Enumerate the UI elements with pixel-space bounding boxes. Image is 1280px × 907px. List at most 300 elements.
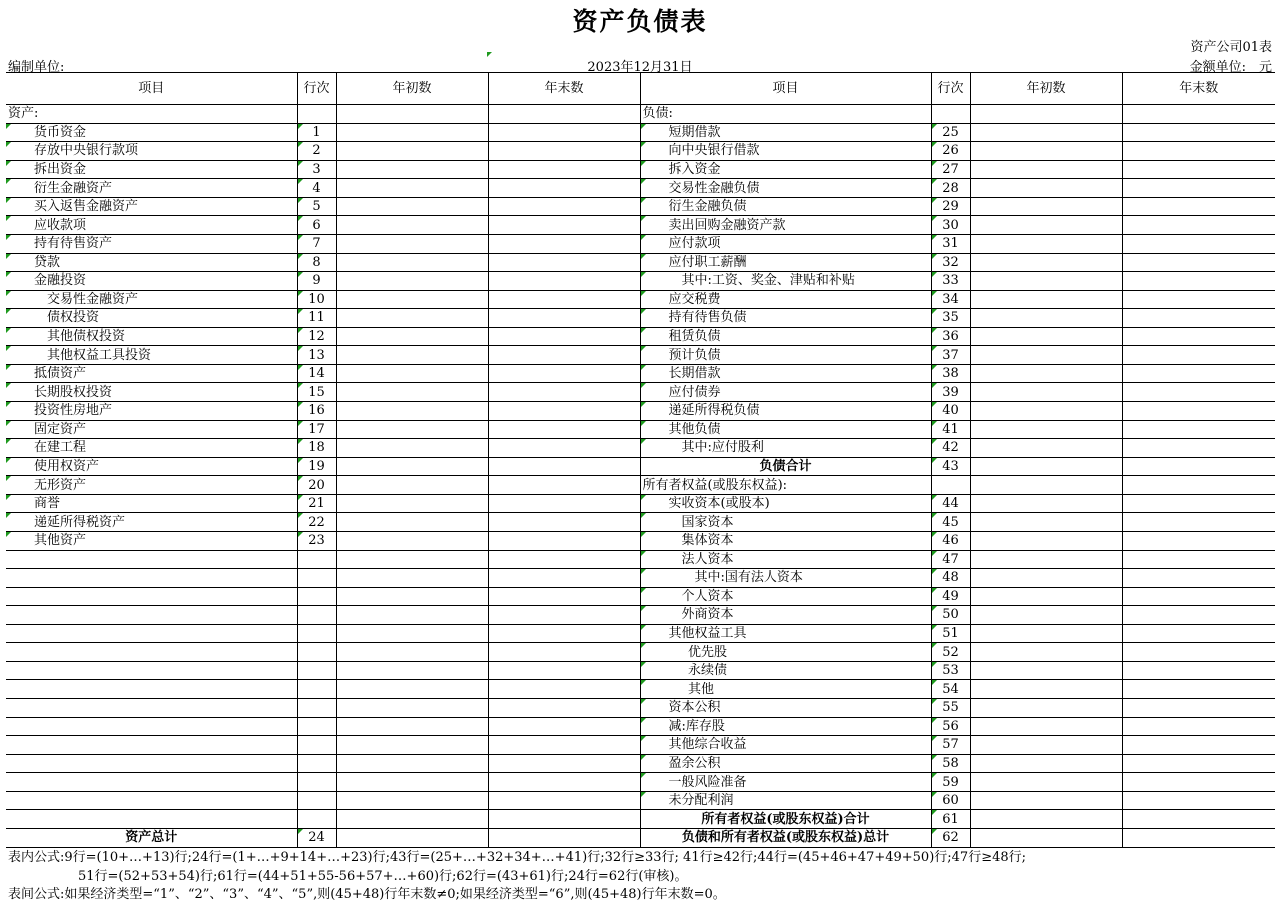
liability-line-cell[interactable]: 28 [931, 179, 970, 198]
liability-closing-cell[interactable] [1122, 717, 1275, 736]
asset-opening-cell[interactable] [336, 123, 488, 142]
liability-closing-cell[interactable] [1122, 253, 1275, 272]
liability-opening-cell[interactable] [970, 290, 1122, 309]
asset-line-cell[interactable] [297, 810, 336, 829]
asset-closing-cell[interactable] [488, 197, 640, 216]
liability-item-cell[interactable]: 负债和所有者权益(或股东权益)总计 [640, 828, 931, 847]
asset-line-cell[interactable] [297, 754, 336, 773]
liability-closing-cell[interactable] [1122, 494, 1275, 513]
liability-line-cell[interactable]: 45 [931, 513, 970, 532]
liability-item-cell[interactable]: 其中:应付股利 [640, 439, 931, 458]
liability-item-cell[interactable]: 交易性金融负债 [640, 179, 931, 198]
liability-closing-cell[interactable] [1122, 216, 1275, 235]
asset-opening-cell[interactable] [336, 457, 488, 476]
asset-opening-cell[interactable] [336, 290, 488, 309]
asset-line-cell[interactable]: 23 [297, 531, 336, 550]
asset-opening-cell[interactable] [336, 736, 488, 755]
asset-opening-cell[interactable] [336, 791, 488, 810]
asset-line-cell[interactable]: 22 [297, 513, 336, 532]
liability-opening-cell[interactable] [970, 643, 1122, 662]
liability-closing-cell[interactable] [1122, 550, 1275, 569]
asset-item-cell[interactable]: 拆出资金 [6, 160, 297, 179]
asset-item-cell[interactable]: 固定资产 [6, 420, 297, 439]
liability-closing-cell[interactable] [1122, 234, 1275, 253]
asset-item-cell[interactable]: 交易性金融资产 [6, 290, 297, 309]
liability-line-cell[interactable]: 33 [931, 272, 970, 291]
liability-closing-cell[interactable] [1122, 142, 1275, 161]
liability-opening-cell[interactable] [970, 105, 1122, 124]
liability-item-cell[interactable]: 应交税费 [640, 290, 931, 309]
asset-item-cell[interactable]: 贷款 [6, 253, 297, 272]
liability-item-cell[interactable]: 未分配利润 [640, 791, 931, 810]
asset-item-cell[interactable]: 债权投资 [6, 309, 297, 328]
asset-item-cell[interactable]: 金融投资 [6, 272, 297, 291]
liability-closing-cell[interactable] [1122, 123, 1275, 142]
asset-line-cell[interactable]: 11 [297, 309, 336, 328]
liability-item-cell[interactable]: 持有待售负债 [640, 309, 931, 328]
liability-closing-cell[interactable] [1122, 661, 1275, 680]
asset-closing-cell[interactable] [488, 606, 640, 625]
asset-closing-cell[interactable] [488, 216, 640, 235]
asset-closing-cell[interactable] [488, 513, 640, 532]
liability-line-cell[interactable]: 59 [931, 773, 970, 792]
asset-line-cell[interactable] [297, 661, 336, 680]
asset-line-cell[interactable]: 10 [297, 290, 336, 309]
asset-closing-cell[interactable] [488, 123, 640, 142]
asset-item-cell[interactable]: 持有待售资产 [6, 234, 297, 253]
asset-closing-cell[interactable] [488, 494, 640, 513]
asset-closing-cell[interactable] [488, 569, 640, 588]
asset-closing-cell[interactable] [488, 661, 640, 680]
liability-opening-cell[interactable] [970, 736, 1122, 755]
liability-item-cell[interactable]: 衍生金融负债 [640, 197, 931, 216]
liability-item-cell[interactable]: 其中:工资、奖金、津贴和补贴 [640, 272, 931, 291]
liability-closing-cell[interactable] [1122, 457, 1275, 476]
asset-closing-cell[interactable] [488, 160, 640, 179]
liability-closing-cell[interactable] [1122, 587, 1275, 606]
asset-item-cell[interactable] [6, 661, 297, 680]
asset-item-cell[interactable]: 抵债资产 [6, 364, 297, 383]
liability-opening-cell[interactable] [970, 773, 1122, 792]
asset-closing-cell[interactable] [488, 179, 640, 198]
liability-closing-cell[interactable] [1122, 736, 1275, 755]
liability-line-cell[interactable]: 47 [931, 550, 970, 569]
asset-line-cell[interactable]: 21 [297, 494, 336, 513]
asset-opening-cell[interactable] [336, 606, 488, 625]
asset-line-cell[interactable] [297, 105, 336, 124]
asset-line-cell[interactable]: 8 [297, 253, 336, 272]
asset-opening-cell[interactable] [336, 513, 488, 532]
liability-line-cell[interactable]: 36 [931, 327, 970, 346]
asset-line-cell[interactable]: 1 [297, 123, 336, 142]
liability-closing-cell[interactable] [1122, 531, 1275, 550]
asset-closing-cell[interactable] [488, 439, 640, 458]
asset-item-cell[interactable] [6, 624, 297, 643]
asset-opening-cell[interactable] [336, 754, 488, 773]
asset-line-cell[interactable]: 16 [297, 402, 336, 421]
liability-line-cell[interactable]: 52 [931, 643, 970, 662]
liability-line-cell[interactable] [931, 105, 970, 124]
asset-item-cell[interactable]: 资产总计 [6, 828, 297, 847]
asset-line-cell[interactable]: 24 [297, 828, 336, 847]
asset-line-cell[interactable] [297, 791, 336, 810]
liability-line-cell[interactable]: 62 [931, 828, 970, 847]
liability-line-cell[interactable]: 38 [931, 364, 970, 383]
liability-item-cell[interactable]: 优先股 [640, 643, 931, 662]
asset-opening-cell[interactable] [336, 476, 488, 495]
liability-opening-cell[interactable] [970, 383, 1122, 402]
liability-line-cell[interactable]: 30 [931, 216, 970, 235]
liability-line-cell[interactable]: 50 [931, 606, 970, 625]
liability-item-cell[interactable]: 国家资本 [640, 513, 931, 532]
liability-opening-cell[interactable] [970, 699, 1122, 718]
liability-closing-cell[interactable] [1122, 179, 1275, 198]
asset-closing-cell[interactable] [488, 810, 640, 829]
asset-line-cell[interactable]: 14 [297, 364, 336, 383]
asset-item-cell[interactable]: 递延所得税资产 [6, 513, 297, 532]
liability-line-cell[interactable]: 29 [931, 197, 970, 216]
liability-line-cell[interactable]: 55 [931, 699, 970, 718]
liability-line-cell[interactable]: 48 [931, 569, 970, 588]
liability-item-cell[interactable]: 法人资本 [640, 550, 931, 569]
liability-item-cell[interactable]: 集体资本 [640, 531, 931, 550]
asset-closing-cell[interactable] [488, 383, 640, 402]
liability-line-cell[interactable]: 56 [931, 717, 970, 736]
liability-closing-cell[interactable] [1122, 439, 1275, 458]
liability-closing-cell[interactable] [1122, 272, 1275, 291]
asset-line-cell[interactable] [297, 717, 336, 736]
asset-line-cell[interactable]: 2 [297, 142, 336, 161]
liability-line-cell[interactable] [931, 476, 970, 495]
liability-line-cell[interactable]: 41 [931, 420, 970, 439]
liability-closing-cell[interactable] [1122, 383, 1275, 402]
asset-line-cell[interactable]: 7 [297, 234, 336, 253]
liability-line-cell[interactable]: 31 [931, 234, 970, 253]
asset-item-cell[interactable]: 应收款项 [6, 216, 297, 235]
liability-line-cell[interactable]: 57 [931, 736, 970, 755]
liability-closing-cell[interactable] [1122, 643, 1275, 662]
liability-closing-cell[interactable] [1122, 160, 1275, 179]
asset-line-cell[interactable]: 18 [297, 439, 336, 458]
liability-opening-cell[interactable] [970, 606, 1122, 625]
liability-item-cell[interactable]: 实收资本(或股本) [640, 494, 931, 513]
liability-item-cell[interactable]: 预计负债 [640, 346, 931, 365]
asset-opening-cell[interactable] [336, 680, 488, 699]
liability-closing-cell[interactable] [1122, 791, 1275, 810]
liability-line-cell[interactable]: 40 [931, 402, 970, 421]
asset-opening-cell[interactable] [336, 346, 488, 365]
liability-closing-cell[interactable] [1122, 309, 1275, 328]
liability-closing-cell[interactable] [1122, 105, 1275, 124]
liability-opening-cell[interactable] [970, 197, 1122, 216]
asset-item-cell[interactable]: 商誉 [6, 494, 297, 513]
liability-item-cell[interactable]: 卖出回购金融资产款 [640, 216, 931, 235]
asset-item-cell[interactable] [6, 791, 297, 810]
liability-closing-cell[interactable] [1122, 420, 1275, 439]
liability-closing-cell[interactable] [1122, 773, 1275, 792]
asset-opening-cell[interactable] [336, 550, 488, 569]
liability-opening-cell[interactable] [970, 179, 1122, 198]
liability-line-cell[interactable]: 53 [931, 661, 970, 680]
asset-opening-cell[interactable] [336, 234, 488, 253]
liability-closing-cell[interactable] [1122, 680, 1275, 699]
liability-opening-cell[interactable] [970, 587, 1122, 606]
asset-opening-cell[interactable] [336, 160, 488, 179]
asset-closing-cell[interactable] [488, 717, 640, 736]
liability-opening-cell[interactable] [970, 476, 1122, 495]
asset-line-cell[interactable] [297, 643, 336, 662]
liability-opening-cell[interactable] [970, 494, 1122, 513]
asset-opening-cell[interactable] [336, 253, 488, 272]
asset-item-cell[interactable]: 买入返售金融资产 [6, 197, 297, 216]
asset-opening-cell[interactable] [336, 439, 488, 458]
asset-closing-cell[interactable] [488, 234, 640, 253]
asset-opening-cell[interactable] [336, 717, 488, 736]
liability-opening-cell[interactable] [970, 272, 1122, 291]
liability-line-cell[interactable]: 46 [931, 531, 970, 550]
liability-line-cell[interactable]: 43 [931, 457, 970, 476]
liability-closing-cell[interactable] [1122, 197, 1275, 216]
liability-item-cell[interactable]: 租赁负债 [640, 327, 931, 346]
liability-opening-cell[interactable] [970, 346, 1122, 365]
liability-item-cell[interactable]: 其他权益工具 [640, 624, 931, 643]
asset-line-cell[interactable]: 5 [297, 197, 336, 216]
asset-item-cell[interactable]: 其他债权投资 [6, 327, 297, 346]
liability-closing-cell[interactable] [1122, 624, 1275, 643]
asset-closing-cell[interactable] [488, 272, 640, 291]
liability-line-cell[interactable]: 26 [931, 142, 970, 161]
asset-item-cell[interactable] [6, 717, 297, 736]
liability-line-cell[interactable]: 42 [931, 439, 970, 458]
asset-opening-cell[interactable] [336, 531, 488, 550]
asset-item-cell[interactable] [6, 569, 297, 588]
liability-item-cell[interactable]: 拆入资金 [640, 160, 931, 179]
liability-line-cell[interactable]: 39 [931, 383, 970, 402]
asset-closing-cell[interactable] [488, 402, 640, 421]
liability-item-cell[interactable]: 其中:国有法人资本 [640, 569, 931, 588]
asset-closing-cell[interactable] [488, 791, 640, 810]
liability-opening-cell[interactable] [970, 234, 1122, 253]
asset-item-cell[interactable] [6, 736, 297, 755]
liability-closing-cell[interactable] [1122, 327, 1275, 346]
asset-item-cell[interactable] [6, 550, 297, 569]
asset-item-cell[interactable]: 使用权资产 [6, 457, 297, 476]
asset-opening-cell[interactable] [336, 142, 488, 161]
asset-opening-cell[interactable] [336, 309, 488, 328]
asset-opening-cell[interactable] [336, 643, 488, 662]
asset-opening-cell[interactable] [336, 216, 488, 235]
liability-line-cell[interactable]: 32 [931, 253, 970, 272]
liability-item-cell[interactable]: 减:库存股 [640, 717, 931, 736]
asset-opening-cell[interactable] [336, 105, 488, 124]
asset-line-cell[interactable] [297, 569, 336, 588]
asset-closing-cell[interactable] [488, 773, 640, 792]
asset-line-cell[interactable] [297, 699, 336, 718]
asset-item-cell[interactable]: 无形资产 [6, 476, 297, 495]
liability-item-cell[interactable]: 所有者权益(或股东权益)合计 [640, 810, 931, 829]
liability-opening-cell[interactable] [970, 810, 1122, 829]
liability-line-cell[interactable]: 25 [931, 123, 970, 142]
liability-line-cell[interactable]: 61 [931, 810, 970, 829]
liability-closing-cell[interactable] [1122, 606, 1275, 625]
liability-closing-cell[interactable] [1122, 569, 1275, 588]
asset-line-cell[interactable]: 13 [297, 346, 336, 365]
liability-closing-cell[interactable] [1122, 364, 1275, 383]
liability-line-cell[interactable]: 37 [931, 346, 970, 365]
asset-item-cell[interactable]: 存放中央银行款项 [6, 142, 297, 161]
asset-item-cell[interactable]: 长期股权投资 [6, 383, 297, 402]
liability-opening-cell[interactable] [970, 569, 1122, 588]
asset-line-cell[interactable]: 3 [297, 160, 336, 179]
asset-closing-cell[interactable] [488, 643, 640, 662]
asset-item-cell[interactable] [6, 810, 297, 829]
liability-item-cell[interactable]: 应付职工薪酬 [640, 253, 931, 272]
liability-item-cell[interactable]: 递延所得税负债 [640, 402, 931, 421]
liability-item-cell[interactable]: 应付债券 [640, 383, 931, 402]
liability-item-cell[interactable]: 所有者权益(或股东权益): [640, 476, 931, 495]
asset-line-cell[interactable]: 6 [297, 216, 336, 235]
liability-closing-cell[interactable] [1122, 476, 1275, 495]
liability-opening-cell[interactable] [970, 216, 1122, 235]
asset-line-cell[interactable]: 9 [297, 272, 336, 291]
liability-opening-cell[interactable] [970, 160, 1122, 179]
asset-line-cell[interactable] [297, 680, 336, 699]
asset-closing-cell[interactable] [488, 680, 640, 699]
liability-item-cell[interactable]: 盈余公积 [640, 754, 931, 773]
liability-item-cell[interactable]: 外商资本 [640, 606, 931, 625]
liability-item-cell[interactable]: 短期借款 [640, 123, 931, 142]
asset-item-cell[interactable]: 衍生金融资产 [6, 179, 297, 198]
asset-opening-cell[interactable] [336, 828, 488, 847]
asset-opening-cell[interactable] [336, 402, 488, 421]
liability-opening-cell[interactable] [970, 828, 1122, 847]
asset-closing-cell[interactable] [488, 531, 640, 550]
liability-opening-cell[interactable] [970, 717, 1122, 736]
liability-line-cell[interactable]: 34 [931, 290, 970, 309]
liability-opening-cell[interactable] [970, 439, 1122, 458]
asset-opening-cell[interactable] [336, 494, 488, 513]
asset-opening-cell[interactable] [336, 327, 488, 346]
liability-line-cell[interactable]: 54 [931, 680, 970, 699]
asset-closing-cell[interactable] [488, 309, 640, 328]
liability-closing-cell[interactable] [1122, 402, 1275, 421]
asset-item-cell[interactable]: 在建工程 [6, 439, 297, 458]
asset-closing-cell[interactable] [488, 736, 640, 755]
asset-opening-cell[interactable] [336, 197, 488, 216]
asset-item-cell[interactable] [6, 699, 297, 718]
liability-item-cell[interactable]: 其他综合收益 [640, 736, 931, 755]
liability-closing-cell[interactable] [1122, 754, 1275, 773]
asset-item-cell[interactable]: 其他资产 [6, 531, 297, 550]
liability-opening-cell[interactable] [970, 402, 1122, 421]
asset-line-cell[interactable] [297, 624, 336, 643]
asset-closing-cell[interactable] [488, 587, 640, 606]
liability-item-cell[interactable]: 其他负债 [640, 420, 931, 439]
liability-closing-cell[interactable] [1122, 828, 1275, 847]
liability-opening-cell[interactable] [970, 550, 1122, 569]
asset-line-cell[interactable] [297, 550, 336, 569]
asset-opening-cell[interactable] [336, 420, 488, 439]
liability-line-cell[interactable]: 44 [931, 494, 970, 513]
asset-closing-cell[interactable] [488, 253, 640, 272]
liability-item-cell[interactable]: 个人资本 [640, 587, 931, 606]
asset-opening-cell[interactable] [336, 624, 488, 643]
asset-item-cell[interactable]: 其他权益工具投资 [6, 346, 297, 365]
asset-closing-cell[interactable] [488, 105, 640, 124]
liability-item-cell[interactable]: 其他 [640, 680, 931, 699]
liability-item-cell[interactable]: 资本公积 [640, 699, 931, 718]
liability-opening-cell[interactable] [970, 624, 1122, 643]
liability-line-cell[interactable]: 60 [931, 791, 970, 810]
liability-line-cell[interactable]: 49 [931, 587, 970, 606]
asset-closing-cell[interactable] [488, 346, 640, 365]
asset-line-cell[interactable]: 12 [297, 327, 336, 346]
asset-closing-cell[interactable] [488, 327, 640, 346]
asset-line-cell[interactable]: 19 [297, 457, 336, 476]
asset-closing-cell[interactable] [488, 290, 640, 309]
asset-closing-cell[interactable] [488, 476, 640, 495]
asset-opening-cell[interactable] [336, 364, 488, 383]
liability-opening-cell[interactable] [970, 364, 1122, 383]
asset-line-cell[interactable] [297, 587, 336, 606]
liability-opening-cell[interactable] [970, 142, 1122, 161]
liability-closing-cell[interactable] [1122, 810, 1275, 829]
asset-closing-cell[interactable] [488, 699, 640, 718]
asset-line-cell[interactable] [297, 606, 336, 625]
asset-opening-cell[interactable] [336, 810, 488, 829]
asset-item-cell[interactable] [6, 680, 297, 699]
asset-item-cell[interactable]: 投资性房地产 [6, 402, 297, 421]
liability-opening-cell[interactable] [970, 457, 1122, 476]
asset-item-cell[interactable]: 资产: [6, 105, 297, 124]
asset-opening-cell[interactable] [336, 383, 488, 402]
liability-opening-cell[interactable] [970, 680, 1122, 699]
asset-closing-cell[interactable] [488, 457, 640, 476]
liability-opening-cell[interactable] [970, 309, 1122, 328]
liability-closing-cell[interactable] [1122, 290, 1275, 309]
asset-closing-cell[interactable] [488, 420, 640, 439]
asset-opening-cell[interactable] [336, 699, 488, 718]
liability-closing-cell[interactable] [1122, 513, 1275, 532]
liability-item-cell[interactable]: 负债: [640, 105, 931, 124]
liability-opening-cell[interactable] [970, 253, 1122, 272]
asset-closing-cell[interactable] [488, 142, 640, 161]
asset-line-cell[interactable]: 4 [297, 179, 336, 198]
liability-opening-cell[interactable] [970, 123, 1122, 142]
liability-opening-cell[interactable] [970, 754, 1122, 773]
asset-item-cell[interactable]: 货币资金 [6, 123, 297, 142]
asset-line-cell[interactable] [297, 736, 336, 755]
liability-line-cell[interactable]: 51 [931, 624, 970, 643]
asset-opening-cell[interactable] [336, 587, 488, 606]
liability-line-cell[interactable]: 27 [931, 160, 970, 179]
asset-closing-cell[interactable] [488, 364, 640, 383]
liability-opening-cell[interactable] [970, 420, 1122, 439]
liability-opening-cell[interactable] [970, 791, 1122, 810]
asset-closing-cell[interactable] [488, 624, 640, 643]
asset-item-cell[interactable] [6, 606, 297, 625]
asset-opening-cell[interactable] [336, 661, 488, 680]
liability-item-cell[interactable]: 向中央银行借款 [640, 142, 931, 161]
asset-opening-cell[interactable] [336, 179, 488, 198]
liability-opening-cell[interactable] [970, 531, 1122, 550]
liability-item-cell[interactable]: 一般风险准备 [640, 773, 931, 792]
liability-closing-cell[interactable] [1122, 346, 1275, 365]
asset-line-cell[interactable]: 20 [297, 476, 336, 495]
liability-opening-cell[interactable] [970, 327, 1122, 346]
asset-line-cell[interactable]: 15 [297, 383, 336, 402]
asset-line-cell[interactable] [297, 773, 336, 792]
